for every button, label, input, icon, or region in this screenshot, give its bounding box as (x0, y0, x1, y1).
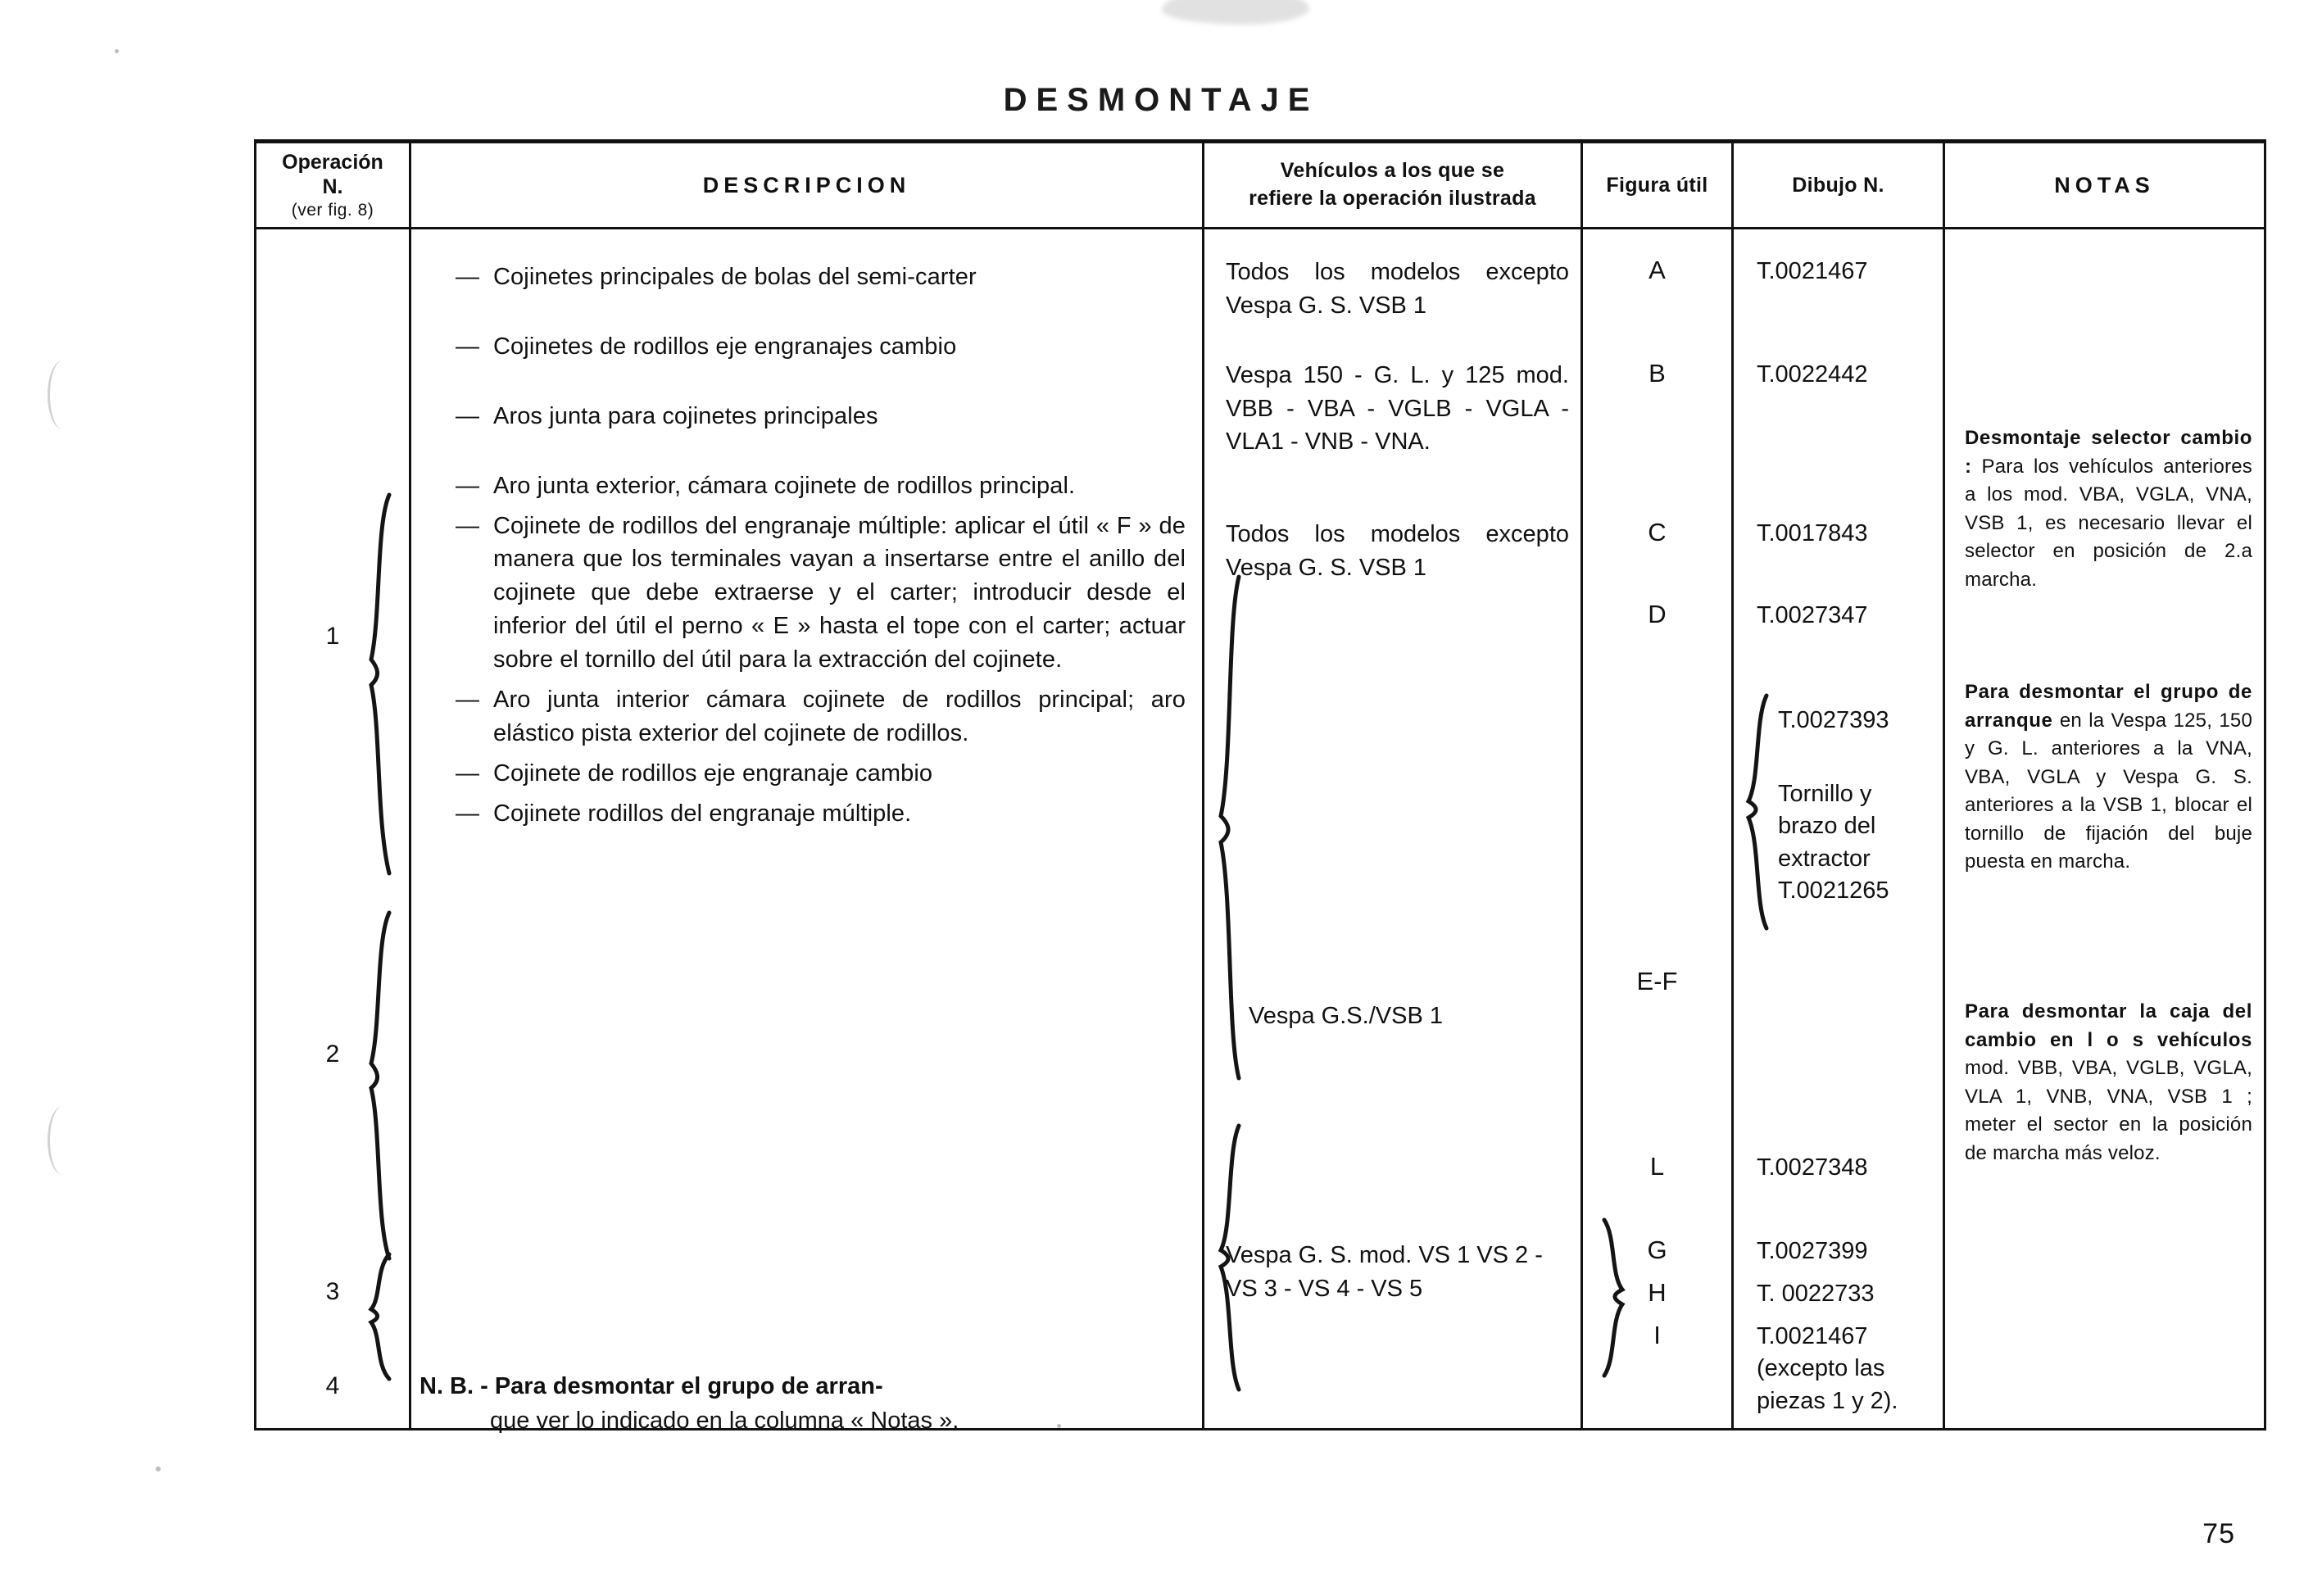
em-dash-bullet: — (456, 512, 480, 539)
description-item (456, 469, 1186, 503)
em-dash-bullet: — (456, 264, 480, 290)
page-title: DESMONTAJE (1003, 82, 1319, 118)
em-dash-bullet: — (456, 333, 480, 360)
description-column (409, 229, 1202, 1434)
nb-lead-text: N. B. - Para desmontar el grupo de arran- (420, 1373, 883, 1399)
group-brace-drawing-extractor (1740, 693, 1775, 931)
group-brace-vehicles-gs (1211, 574, 1247, 1081)
vehicles-column (1202, 229, 1581, 1428)
note-body: mod. VBB, VBA, VGLB, VGLA, VLA 1, VNB, VNA, VSB 1 ; meter el sector en la posición de marcha más veloz. (1965, 1057, 2252, 1164)
drawing-value: Tornillo y brazo del extractor T.0021265 (1778, 781, 1889, 905)
description-text: Aro junta exterior, cámara cojinete de rodillos principal. (493, 472, 1076, 499)
drawing-value: T.0021467 (1757, 258, 1868, 284)
description-item (456, 757, 1186, 791)
table-header-row (256, 143, 2264, 229)
description-item (456, 261, 1186, 294)
figure-value: D (1648, 600, 1667, 628)
column-header-vehicles (1202, 143, 1581, 227)
drawing-column (1731, 229, 1943, 1428)
group-brace-operation-1 (353, 492, 399, 877)
nota-bene (420, 1370, 1172, 1439)
em-dash-bullet: — (456, 686, 480, 713)
page-number: 75 (2202, 1518, 2235, 1549)
operation-number: 3 (325, 1278, 340, 1305)
column-header-drawing: Dibujo N. (1731, 143, 1943, 227)
note-block (1965, 424, 2252, 594)
group-brace-operation-3 (353, 1252, 399, 1381)
drawing-value: T.0027347 (1757, 602, 1868, 628)
description-item (456, 330, 1186, 364)
description-text: Cojinete de rodillos del engranaje múltiple: aplicar el útil « F » de manera que los terminales vayan a insertarse entre el anillo del cojinete que debe extraerse y el carter; introducir desde el inferior del útil el perno « E » hasta el tope con el carter; actuar sobre el tornillo del útil para la extracción del cojinete. (493, 512, 1186, 673)
scan-speck (156, 1467, 161, 1471)
figure-value: G (1647, 1236, 1667, 1264)
nb-body-text: que ver lo indicado en la columna « Notas ». (490, 1407, 959, 1434)
note-lead: Para desmontar la caja del cambio en l o s vehículos (1965, 1000, 2252, 1051)
scan-edge-mark (48, 360, 78, 429)
drawing-value: T.0021467 (excepto las piezas 1 y 2). (1757, 1323, 1898, 1414)
operation-header-line2: N. (322, 175, 343, 199)
description-text: Cojinetes principales de bolas del semi-carter (493, 264, 977, 290)
drawing-value: T.0027348 (1757, 1154, 1868, 1181)
drawing-value: T.0022442 (1757, 361, 1868, 388)
vehicles-cell: Vespa G.S./VSB 1 (1249, 1003, 1443, 1029)
drawing-value: T.0017843 (1757, 520, 1868, 546)
vehicles-header-line2: refiere la operación ilustrada (1249, 187, 1536, 210)
description-text: Cojinete de rodillos eje engranaje cambio (493, 759, 933, 787)
description-text: Cojinetes de rodillos eje engranajes cambio (493, 333, 957, 360)
note-body: en la Vespa 125, 150 y G. L. anteriores a la VNA, VBA, VGLA y Vespa G. S. anteriores a la VSB 1, blocar el tornillo de fijación del buje puesta en marcha. (1965, 709, 2253, 873)
column-header-operation (256, 143, 409, 227)
operation-header-sub: (ver fig. 8) (291, 200, 374, 220)
drawing-value: T.0027393 (1778, 707, 1889, 733)
group-brace-operation-2 (353, 909, 399, 1262)
desmontaje-table (254, 139, 2266, 1434)
operation-number-column (256, 229, 409, 1428)
figure-column (1581, 229, 1731, 1428)
description-text: Cojinete rodillos del engranaje múltiple. (493, 800, 912, 827)
note-lead: Desmontaje selector cambio : (1965, 427, 2252, 478)
note-body: Para los vehículos anteriores a los mod. VBA, VGLA, VNA, VSB 1, es necesario llevar el selector en posición de 2.a marcha. (1965, 455, 2252, 591)
em-dash-bullet: — (456, 800, 480, 827)
description-list (456, 261, 1186, 830)
operation-header-line1: Operación (282, 150, 383, 174)
description-item (456, 510, 1186, 677)
description-text: Aro junta interior cámara cojinete de rodillos principal; aro elástico pista exterior del cojinete de rodillos. (493, 686, 1186, 746)
operation-number: 2 (325, 1041, 340, 1068)
figure-value: C (1648, 518, 1667, 546)
column-header-description: DESCRIPCION (409, 143, 1202, 227)
scan-edge-mark (48, 1106, 78, 1175)
drawing-value: T.0027399 (1757, 1238, 1868, 1264)
vehicles-cell: Vespa 150 - G. L. y 125 mod. VBB - VBA - VGLB - VGLA - VLA1 - VNB - VNA. (1226, 362, 1569, 456)
description-item (456, 797, 1186, 831)
figure-value: L (1649, 1152, 1665, 1181)
table-body (256, 229, 2264, 1434)
description-item (456, 683, 1186, 750)
notes-column (1943, 229, 2264, 1428)
column-header-figure: Figura útil (1581, 143, 1731, 227)
em-dash-bullet: — (456, 472, 480, 499)
figure-value: I (1653, 1321, 1661, 1349)
scan-speck (115, 49, 119, 53)
vehicles-cell: Todos los modelos excepto Vespa G. S. VSB 1 (1226, 259, 1569, 319)
note-lead: Para desmontar el grupo de arranque (1965, 681, 2252, 732)
vehicles-cell: Vespa G. S. mod. VS 1 VS 2 - VS 3 - VS 4 - VS 5 (1226, 1242, 1543, 1302)
note-block (1965, 998, 2252, 1168)
figure-value: A (1649, 256, 1666, 284)
column-header-notes: NOTAS (1943, 143, 2264, 227)
description-item (456, 400, 1186, 433)
operation-number: 1 (325, 623, 340, 650)
em-dash-bullet: — (456, 402, 480, 429)
figure-value: H (1648, 1278, 1667, 1307)
operation-number: 4 (325, 1372, 340, 1399)
em-dash-bullet: — (456, 759, 480, 787)
scan-smudge-top (1162, 0, 1309, 25)
vehicles-cell: Todos los modelos excepto Vespa G. S. VSB 1 (1226, 521, 1569, 581)
note-block (1965, 678, 2252, 877)
figure-value: E-F (1636, 967, 1678, 995)
figure-value: B (1649, 359, 1666, 388)
description-text: Aros junta para cojinetes principales (493, 402, 878, 429)
drawing-value: T. 0022733 (1757, 1281, 1875, 1307)
vehicles-header-line1: Vehículos a los que se (1280, 159, 1505, 183)
